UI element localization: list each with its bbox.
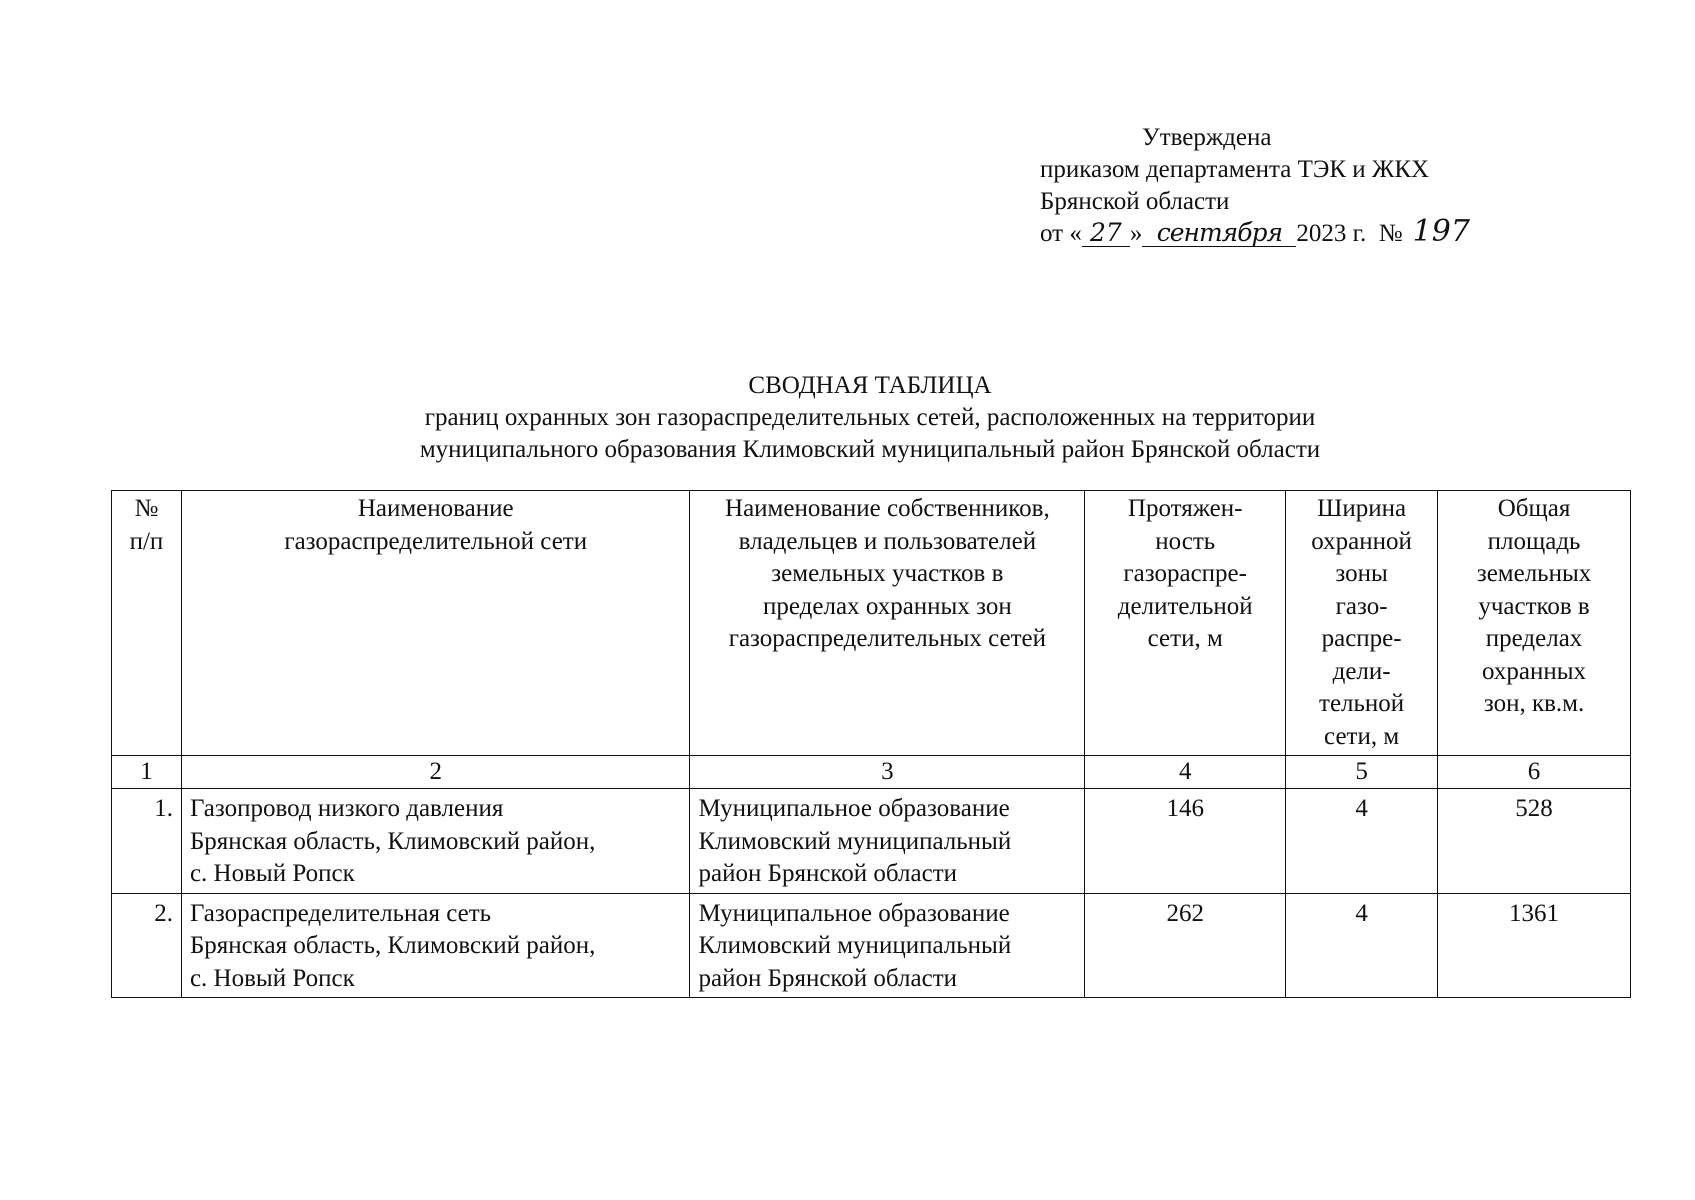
text-line: зон, кв.м.: [1483, 690, 1585, 717]
text-line: пределах: [1485, 625, 1583, 652]
header-total-area: [1438, 491, 1631, 756]
text-line: газо-: [1335, 592, 1388, 620]
area-cell: 528: [1438, 789, 1631, 894]
approval-block: [1040, 122, 1472, 250]
approval-title: Утверждена: [1142, 124, 1272, 151]
network-name-cell: [181, 893, 690, 998]
text-line: Муниципальное образование: [698, 899, 1010, 927]
text-line: с. Новый Ропск: [189, 860, 355, 887]
header-zone-width: [1286, 491, 1438, 756]
column-index: 4: [1085, 756, 1286, 789]
text-line: район Брянской области: [698, 964, 957, 992]
text-line: сети, м: [1147, 625, 1223, 652]
table-row: [112, 789, 1631, 894]
zone-width-cell: 4: [1286, 789, 1438, 894]
column-index: 6: [1438, 756, 1631, 789]
text-line: Газопровод низкого давления: [189, 795, 504, 822]
text-line: газораспределительных сетей: [728, 625, 1047, 652]
length-cell: 262: [1085, 893, 1286, 998]
text-line: Брянская область, Климовский район,: [189, 827, 596, 855]
text-line: Наименование: [357, 495, 514, 522]
column-index: 1: [112, 756, 182, 789]
text-line: охранной: [1311, 527, 1412, 555]
document-subtitle-line-2: муниципального образования Климовский муниципальный район Брянской области: [419, 436, 1321, 463]
column-index: 2: [181, 756, 690, 789]
network-name-cell: [181, 789, 690, 894]
text-line: земельных: [1476, 560, 1592, 587]
table-row: [112, 893, 1631, 998]
header-network-name: [181, 491, 690, 756]
text-line: район Брянской области: [698, 860, 957, 887]
column-index-row: [112, 756, 1631, 789]
approval-issuer: приказом департамента ТЭК и ЖКХ: [1040, 156, 1430, 183]
date-mid: »: [1129, 220, 1143, 247]
approval-region: Брянской области: [1040, 188, 1230, 215]
text-line: охранных: [1482, 657, 1587, 685]
number-sign: №: [1378, 220, 1403, 247]
text-line: №: [134, 495, 159, 522]
text-line: Газораспределительная сеть: [189, 899, 492, 927]
text-line: земельных участков в: [771, 560, 1004, 587]
text-line: дели-: [1332, 657, 1391, 685]
text-line: распре-: [1321, 625, 1402, 652]
approval-date-line: [1040, 214, 1472, 250]
length-cell: 146: [1085, 789, 1286, 894]
zone-width-cell: 4: [1286, 893, 1438, 998]
text-line: Ширина: [1317, 495, 1407, 522]
owner-cell: [690, 789, 1085, 894]
row-number: 2.: [112, 893, 182, 998]
area-cell: 1361: [1438, 893, 1631, 998]
text-line: п/п: [129, 527, 164, 555]
summary-table: [111, 490, 1631, 998]
owner-cell: [690, 893, 1085, 998]
document-heading: СВОДНАЯ ТАБЛИЦА: [748, 372, 992, 399]
header-owners: [690, 491, 1085, 756]
handwritten-number: 197: [1412, 214, 1470, 249]
text-line: площадь: [1487, 527, 1581, 555]
header-num: [112, 491, 182, 756]
document-title-block: [110, 370, 1630, 466]
text-line: Наименование собственников,: [725, 495, 1050, 522]
column-index: 5: [1286, 756, 1438, 789]
text-line: пределах охранных зон: [763, 592, 1012, 620]
column-index: 3: [690, 756, 1085, 789]
handwritten-day: 27: [1082, 220, 1130, 247]
text-line: делительной: [1117, 592, 1253, 620]
text-line: с. Новый Ропск: [189, 964, 355, 992]
text-line: владельцев и пользователей: [738, 527, 1037, 555]
text-line: Климовский муниципальный: [698, 932, 1012, 959]
text-line: зоны: [1335, 560, 1388, 587]
text-line: Протяжен-: [1127, 495, 1243, 522]
date-year: 2023 г.: [1296, 220, 1367, 247]
row-number: 1.: [112, 789, 182, 894]
handwritten-month: сентября: [1142, 220, 1296, 247]
table-header-row: [112, 491, 1631, 756]
text-line: тельной: [1319, 690, 1405, 717]
text-line: сети, м: [1324, 722, 1400, 750]
text-line: участков в: [1478, 592, 1590, 620]
text-line: газораспре-: [1123, 560, 1247, 587]
text-line: ность: [1155, 527, 1216, 555]
text-line: Общая: [1497, 495, 1571, 522]
header-length: [1085, 491, 1286, 756]
document-subtitle-line-1: границ охранных зон газораспределительных сетей, расположенных на территории: [424, 404, 1316, 431]
date-prefix: от «: [1040, 220, 1082, 247]
text-line: Муниципальное образование: [698, 795, 1010, 822]
text-line: Брянская область, Климовский район,: [189, 932, 596, 959]
text-line: Климовский муниципальный: [698, 827, 1012, 855]
text-line: газораспределительной сети: [284, 527, 588, 555]
